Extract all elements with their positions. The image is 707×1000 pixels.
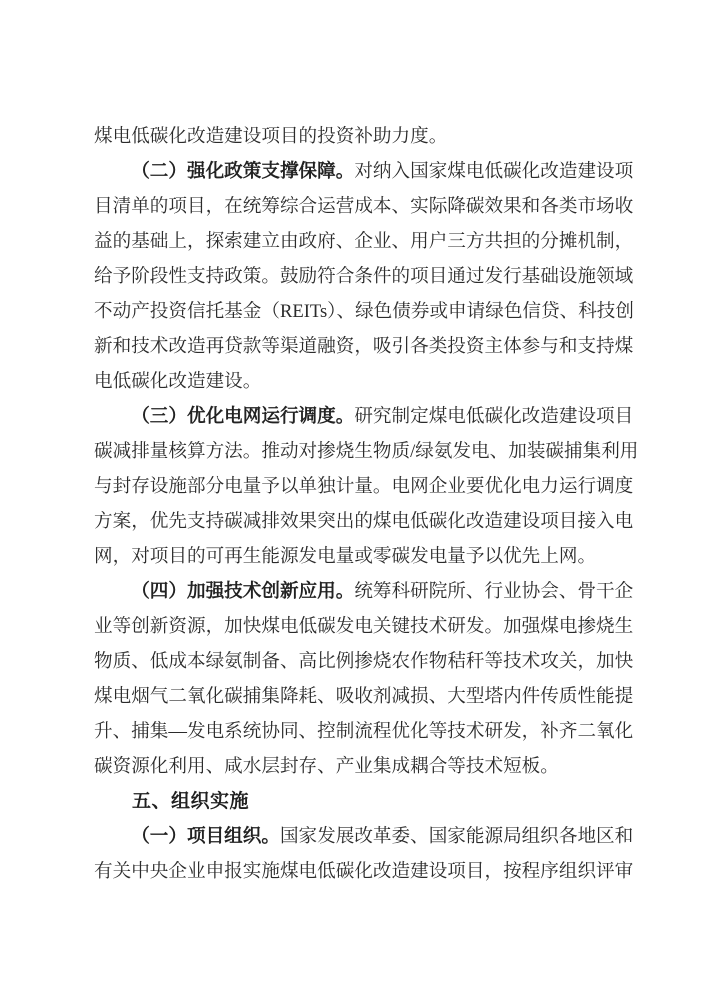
document-text-block [94, 119, 640, 889]
paragraph-lead: （四）加强技术创新应用。 [131, 581, 355, 602]
paragraph-lead: （一）项目组织。 [131, 826, 280, 847]
chapter-heading-5-implementation [94, 784, 640, 819]
paragraph-lead: （二）强化政策支撑保障。 [131, 161, 355, 182]
paragraph-text: 统筹科研院所、行业协会、骨干企业等创新资源，加快煤电低碳发电关键技术研发。加强煤电掺烧生物质、低成本绿氨制备、高比例掺烧农作物秸秆等技术攻关，加快煤电烟气二氧化碳捕集降耗、吸收剂减损、大型塔内件传质性能提升、捕集—发电系统协同、控制流程优化等技术研发，补齐二氧化碳资源化利用、咸水层封存、产业集成耦合等技术短板。 [94, 581, 634, 777]
paragraph-impl-1-project-organization [94, 819, 640, 889]
paragraph-text: 研究制定煤电低碳化改造建设项目碳减排量核算方法。推动对掺烧生物质/绿氨发电、加装碳捕集利用与封存设施部分电量予以单独计量。电网企业要优化电力运行调度方案，优先支持碳减排效果突出的煤电低碳化改造建设项目接入电网，对项目的可再生能源发电量或零碳发电量予以优先上网。 [94, 406, 639, 567]
paragraph-text: 对纳入国家煤电低碳化改造建设项目清单的项目，在统筹综合运营成本、实际降碳效果和各类市场收益的基础上，探索建立由政府、企业、用户三方共担的分摊机制，给予阶段性支持政策。鼓励符合条件的项目通过发行基础设施领域不动产投资信托基金（REITs）、绿色债券或申请绿色信贷、科技创新和技术改造再贷款等渠道融资，吸引各类投资主体参与和支持煤电低碳化改造建设。 [94, 161, 634, 392]
paragraph-continuation [94, 119, 640, 154]
chapter-heading-text: 五、组织实施 [132, 791, 250, 812]
paragraph-section-3-grid-dispatch [94, 399, 640, 574]
paragraph-text: 国家发展改革委、国家能源局组织各地区和有关中央企业申报实施煤电低碳化改造建设项目，按程序组织评审 [94, 826, 634, 882]
paragraph-section-4-tech-innovation [94, 574, 640, 784]
paragraph-text: 煤电低碳化改造建设项目的投资补助力度。 [94, 126, 448, 147]
paragraph-lead: （三）优化电网运行调度。 [131, 406, 355, 427]
paragraph-section-2-policy-support [94, 154, 640, 399]
